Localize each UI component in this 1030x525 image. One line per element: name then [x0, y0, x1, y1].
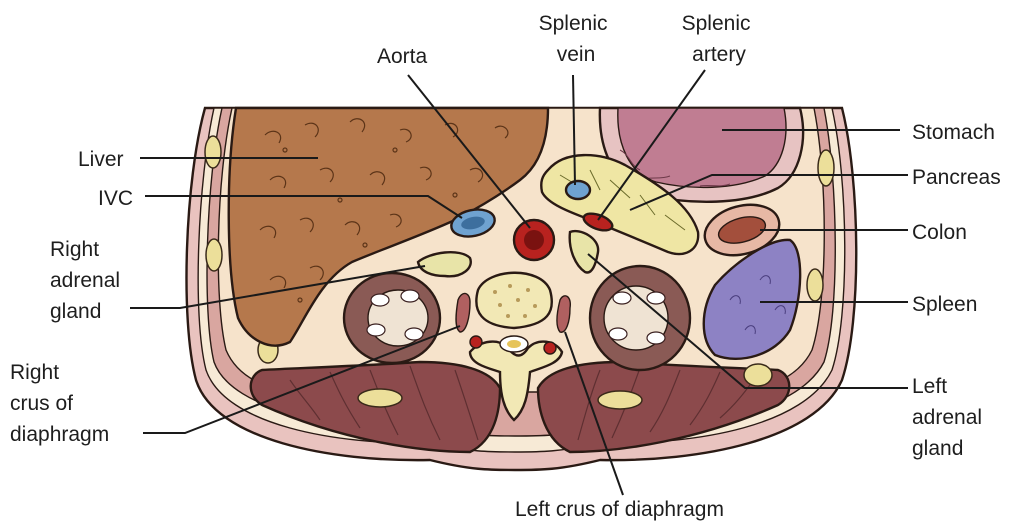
label-splenic-vein-line2: vein [556, 43, 596, 66]
label-colon: Colon [912, 221, 967, 244]
label-left-adrenal-line1: Left [912, 375, 948, 398]
label-splenic-artery-line2: artery [692, 43, 746, 66]
splenic-vein-vessel [566, 181, 590, 199]
label-left-crus: Left crus of diaphragm [515, 498, 724, 521]
label-right-adrenal-line3: gland [50, 300, 102, 323]
label-splenic-artery-line1: Splenic [681, 12, 751, 35]
label-aorta: Aorta [377, 45, 428, 68]
label-right-crus-line2: crus of [10, 392, 74, 415]
label-left-adrenal-gland [912, 375, 988, 460]
label-right-adrenal-line1: Right [50, 238, 100, 261]
label-spleen: Spleen [912, 293, 978, 316]
label-right-crus-line1: Right [10, 361, 60, 384]
label-liver: Liver [78, 148, 124, 171]
label-splenic-vein-line1: Splenic [538, 12, 608, 35]
label-ivc: IVC [98, 187, 134, 210]
label-right-crus-line3: diaphragm [10, 423, 110, 446]
label-right-adrenal-gland [50, 238, 126, 323]
label-splenic-vein [539, 12, 614, 66]
label-left-adrenal-line2: adrenal [912, 406, 983, 429]
label-left-adrenal-line3: gland [912, 437, 964, 460]
right-adrenal-gland [418, 252, 471, 276]
label-stomach: Stomach [912, 121, 995, 144]
label-splenic-artery [682, 12, 757, 66]
label-pancreas: Pancreas [912, 166, 1001, 189]
right-kidney [344, 273, 440, 363]
left-kidney [590, 266, 690, 370]
label-right-adrenal-line2: adrenal [50, 269, 121, 292]
label-right-crus [10, 361, 109, 446]
aorta-vessel [514, 220, 554, 260]
